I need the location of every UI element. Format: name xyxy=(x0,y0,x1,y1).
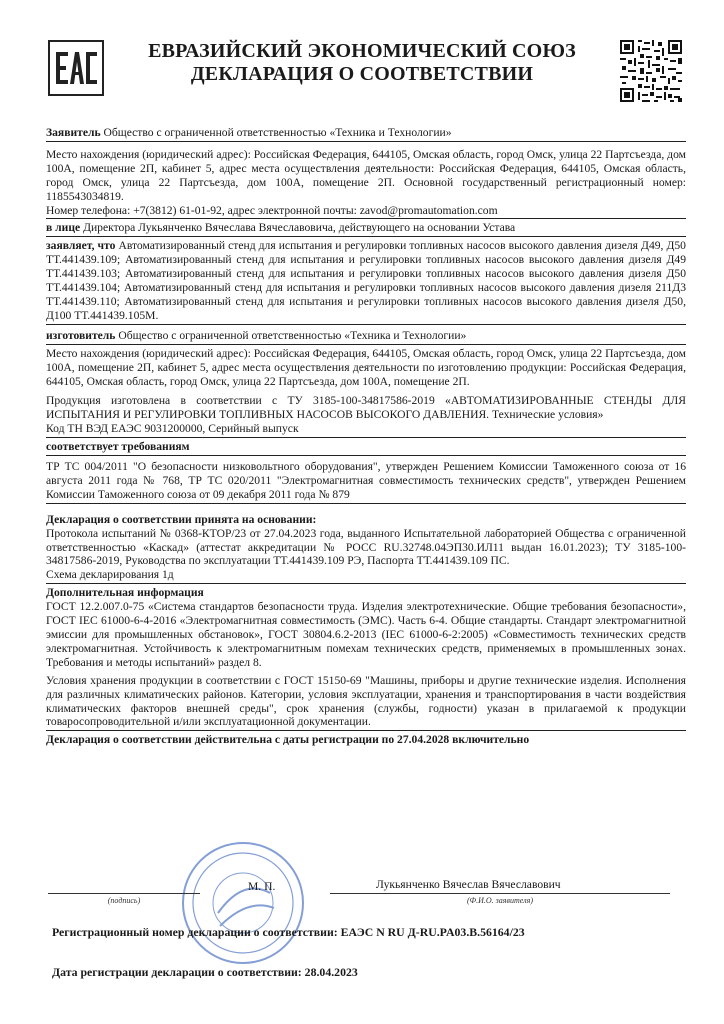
registration-number: Регистрационный номер декларации о соответствии: ЕАЭС N RU Д-RU.PA03.B.56164/23 xyxy=(52,925,525,939)
registration-date: Дата регистрации декларации о соответствии: 28.04.2023 xyxy=(52,965,358,979)
requirements-label: соответствует требованиям xyxy=(46,440,686,456)
applicant-address: Место нахождения (юридический адрес): Российская Федерация, 644105, Омская область, город Омск, улица 22 Партсъезда, дом 100А, помещение 2П, кабинет 5, адрес места осуществления деятельности: Российская Федерация, 644105, Омская область, город Омск, улица 22 Партсъезда, дом 100А, помещение 2П. Основной государственный регистрационный номер: 1185543034819. xyxy=(46,147,686,203)
signer-name-caption: (Ф.И.О. заявителя) xyxy=(467,896,533,905)
representative-label: в лице xyxy=(46,221,81,235)
declaration-scheme: Схема декларирования 1д xyxy=(46,568,686,584)
manufacturer-name: Общество с ограниченной ответственностью «Техника и Технологии» xyxy=(115,328,467,342)
applicant-line xyxy=(46,126,686,142)
signature-caption: (подпись) xyxy=(107,896,141,905)
declares-label: заявляет, что xyxy=(46,239,116,253)
basis-text: Протокола испытаний № 0368-КТОР/23 от 27.04.2023 года, выданного Испытательной лабораторией Общества с ограниченной ответственностью «Каскад» (аттестат аккредитации № РОСС RU.32748.04ЭП30.ИЛ11 выдан 16.01.2023); ТУ 3185-100-34817586-2019, Руководства по эксплуатации ТТ.441439.109 РЭ, Паспорта ТТ.441439.109 ПС. xyxy=(46,526,686,568)
product-tu: Продукция изготовлена в соответствии с ТУ 3185-100-34817586-2019 «АВТОМАТИЗИРОВАННЫЕ СТЕНДЫ ДЛЯ ИСПЫТАНИЯ И РЕГУЛИРОВКИ ТОПЛИВНЫХ НАСОСОВ ВЫСОКОГО ДАВЛЕНИЯ. Технические условия» xyxy=(46,394,686,422)
eac-logo-icon xyxy=(48,40,104,96)
representative-line xyxy=(46,221,686,237)
manufacturer-label: изготовитель xyxy=(46,328,116,342)
seal-mark: М. П. xyxy=(248,880,276,893)
union-title: ЕВРАЗИЙСКИЙ ЭКОНОМИЧЕСКИЙ СОЮЗ xyxy=(148,40,576,62)
signer-name-line xyxy=(330,893,670,894)
applicant-name: Общество с ограниченной ответственностью «Техника и Технологии» xyxy=(100,126,452,139)
signer-name: Лукьянченко Вячеслав Вячеславович xyxy=(376,878,561,891)
declares-block xyxy=(46,239,686,324)
tn-ved-code: Код ТН ВЭД ЕАЭС 9031200000, Серийный выпуск xyxy=(46,422,686,438)
requirements-text: ТР ТС 004/2011 "О безопасности низковольтного оборудования", утвержден Решением Комиссии Таможенного союза от 16 августа 2011 года № 768, ТР ТС 020/2011 "Электромагнитная совместимость технических средств", утвержден Решением Комиссии Таможенного союза от 09 декабря 2011 года № 879 xyxy=(46,460,686,504)
qr-code-icon xyxy=(618,38,684,104)
declares-text: Автоматизированный стенд для испытания и регулировки топливных насосов высокого давления дизеля Д49, Д50 ТТ.441439.109; Автоматизированный стенд для испытания и регулировки топливных насосов высокого давления дизеля Д49 ТТ.441439.103; Автоматизированный стенд для испытания и регулировки топливных насосов высокого давления дизеля Д50 ТТ.441439.104; Автоматизированный стенд для испытания и регулировки топливных насосов высокого давления дизеля 211Д3 ТТ.441439.110; Автоматизированный стенд для испытания и регулировки топливных насосов высокого давления дизеля Д50, Д100 ТТ.441439.105М. xyxy=(46,239,686,322)
declaration-title: ДЕКЛАРАЦИЯ О СООТВЕТСТВИИ xyxy=(190,63,534,85)
basis-label: Декларация о соответствии принята на основании: xyxy=(46,512,317,526)
applicant-label: Заявитель xyxy=(46,126,101,139)
manufacturer-address: Место нахождения (юридический адрес): Российская Федерация, 644105, Омская область, город Омск, улица 22 Партсъезда, дом 100А, помещение 2П, кабинет 5, адрес места осуществления деятельности по изготовлению продукции: Российская Федерация, 644105, Омская область, город Омск, улица 22 Партсъезда, дом 100А, помещение 2П. xyxy=(46,346,686,388)
validity-line: Декларация о соответствии действительна с даты регистрации по 27.04.2028 включительно xyxy=(46,733,530,747)
signature-line xyxy=(48,893,200,894)
manufacturer-line xyxy=(46,329,686,345)
applicant-contacts: Номер телефона: +7(3812) 61-01-92, адрес электронной почты: zavod@promautomation.com xyxy=(46,204,686,220)
declaration-body xyxy=(46,126,686,747)
additional-standards: ГОСТ 12.2.007.0-75 «Система стандартов безопасности труда. Изделия электротехнические. Общие требования безопасности», ГОСТ IEC 61000-6-4-2016 «Электромагнитная совместимость (ЭМС). Часть 6-4. Общие стандарты. Стандарт электромагнитной эмиссии для промышленных обстановок», ГОСТ 30804.6.2-2013 (IEC 61000-6-2:2005) «Совместимость технических средств электромагнитная. Устойчивость к электромагнитным помехам технических средств, применяемых в промышленных зонах. Требования и методы испытаний» раздел 8. xyxy=(46,600,686,669)
additional-label: Дополнительная информация xyxy=(46,586,204,600)
representative-name: Директора Лукьянченко Вячеслава Вячеславовича, действующего на основании Устава xyxy=(80,221,516,235)
storage-conditions: Условия хранения продукции в соответствии с ГОСТ 15150-69 "Машины, приборы и другие технические изделия. Исполнения для различных климатических районов. Категории, условия эксплуатации, хранения и транспортирования в части воздействия климатических факторов внешней среды", срок хранения (службы, годности) указан в прилагаемой к продукции товаросопроводительной и/или эксплуатационной документации. xyxy=(46,674,686,732)
